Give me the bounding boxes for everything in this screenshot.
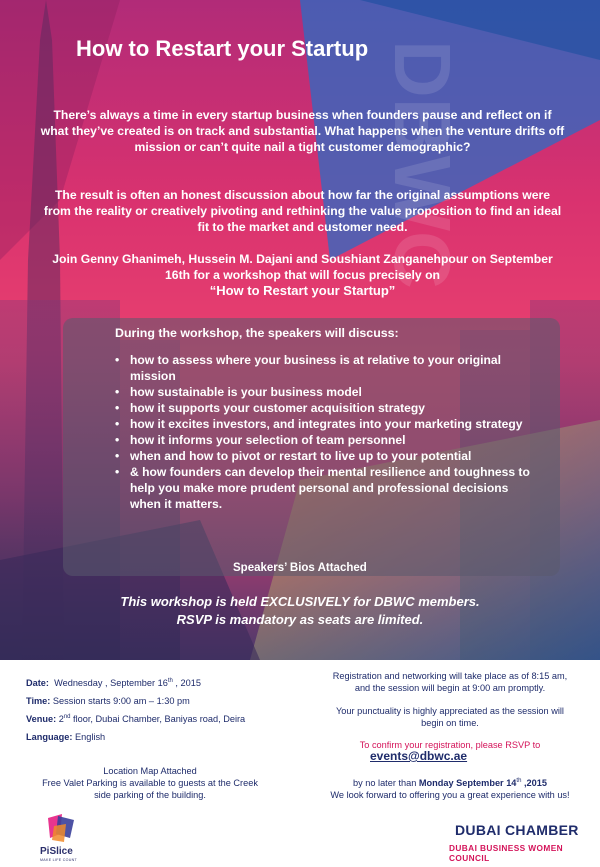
bullet-icon: • — [115, 353, 120, 367]
intro-paragraph-1: There’s always a time in every startup business when founders pause and reflect on if what they’ve created is on track and substantial. What happens when the venture drifts off mission or can’t quite nail a tight customer demographic? — [40, 108, 565, 154]
location-map-note: Location Map Attached — [103, 766, 197, 776]
pislice-logo-text: PiSlice — [40, 846, 73, 857]
list-item: • how it excites investors, and integrates into your marketing strategy — [115, 417, 523, 431]
list-item: • how it informs your selection of team personnel — [115, 433, 406, 447]
rsvp-email-link[interactable]: events@dbwc.ae — [370, 749, 468, 763]
rsvp-deadline: by no later than Monday September 14th ,2015 — [353, 778, 547, 789]
date-line: Date: Wednesday , September 16th , 2015 — [26, 678, 201, 689]
punctuality-line-1: Your punctuality is highly appreciated as the session will — [336, 706, 564, 716]
dbwc-watermark: DBWC — [378, 40, 467, 289]
registration-line-2: and the session will begin at 9:00 am promptly. — [354, 683, 546, 693]
venue-line: Venue: 2nd floor, Dubai Chamber, Baniyas road, Deira — [26, 714, 246, 725]
bullet-icon: • — [115, 385, 120, 399]
exclusive-notice: This workshop is held EXCLUSIVELY for DBWC members. — [120, 594, 480, 609]
dubai-chamber-logo: DUBAI CHAMBER — [455, 822, 579, 838]
pislice-logo-icon — [44, 812, 80, 846]
language-line: Language: English — [26, 732, 106, 742]
list-item: • how it supports your customer acquisition strategy — [115, 401, 425, 415]
page-title: How to Restart your Startup — [76, 36, 369, 61]
workshop-heading: During the workshop, the speakers will discuss: — [115, 326, 399, 340]
parking-line-1: Free Valet Parking is available to guests at the Creek — [42, 778, 258, 788]
bullet-icon: • — [115, 465, 120, 479]
bullet-icon: • — [115, 417, 120, 431]
list-item: • how sustainable is your business model — [115, 385, 362, 399]
closing-line: We look forward to offering you a great experience with us! — [330, 790, 570, 800]
punctuality-line-2: begin on time. — [421, 718, 479, 728]
bullet-icon: • — [115, 449, 120, 463]
join-speakers-text: Join Genny Ghanimeh, Hussein M. Dajani and Soushiant Zanganehpour on September 16th for a workshop that will focus precisely on — [52, 252, 553, 282]
time-line: Time: Session starts 9:00 am – 1:30 pm — [26, 696, 190, 706]
parking-line-2: side parking of the building. — [94, 790, 206, 800]
rsvp-instruction: To confirm your registration, please RSVP to — [359, 740, 541, 750]
bullet-icon: • — [115, 433, 120, 447]
bullet-icon: • — [115, 401, 120, 415]
list-item: • & how founders can develop their mental resilience and toughness to help you make more prudent personal and professional decisions when it matters. — [115, 465, 530, 511]
dbwc-council-name: DUBAI BUSINESS WOMEN COUNCIL — [449, 843, 564, 863]
registration-line-1: Registration and networking will take place as of 8:15 am, — [332, 671, 568, 681]
intro-paragraph-2: The result is often an honest discussion about how far the original assumptions were from the reality or creatively pivoting and rethinking the value proposition to find an ideal fit to the market and customer need. — [43, 188, 562, 234]
discussion-topics-list — [115, 352, 540, 512]
workshop-title-quote: “How to Restart your Startup” — [209, 283, 396, 298]
list-item: • when and how to pivot or restart to live up to your potential — [115, 449, 472, 463]
pislice-tagline: MAKE LIFE COUNT — [40, 858, 78, 862]
list-item: • how to assess where your business is at relative to your original mission — [115, 353, 501, 383]
rsvp-mandatory-notice: RSVP is mandatory as seats are limited. — [176, 612, 424, 627]
intro-paragraph-3 — [40, 251, 565, 299]
speakers-bios-note: Speakers’ Bios Attached — [233, 562, 367, 574]
